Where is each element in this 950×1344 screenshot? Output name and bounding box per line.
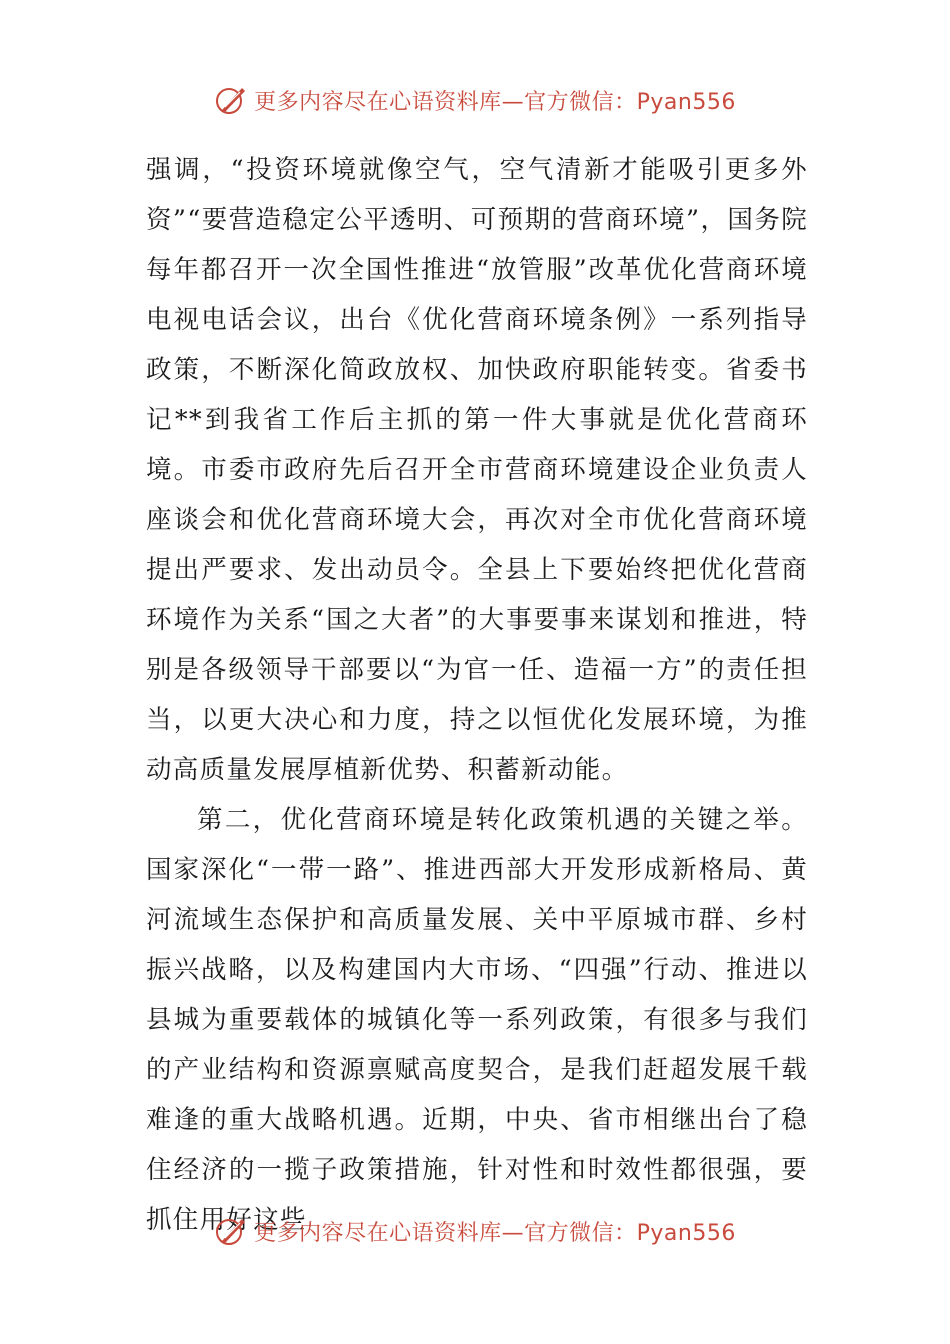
paragraph-second-point: 第二，优化营商环境是转化政策机遇的关键之举。国家深化“一带一路”、推进西部大开发形成新格局、黄河流域生态保护和高质量发展、关中平原城市群、乡村振兴战略，以及构建国内大市场、“四强”行动、推进以县城为重要载体的城镇化等一系列政策，有很多与我们的产业结构和资源禀赋高度契合，是我们赶超发展千载难逢的重大战略机遇。近期，中央、省市相继出台了稳住经济的一揽子政策措施，针对性和时效性都很强，要抓住用好这些 bbox=[146, 805, 808, 1235]
header-watermark-text: 更多内容尽在心语资料库—官方微信：Pyan556 bbox=[254, 89, 736, 115]
document-body bbox=[146, 145, 808, 1245]
footer-watermark-text: 更多内容尽在心语资料库—官方微信：Pyan556 bbox=[254, 1220, 736, 1246]
footer-watermark-banner bbox=[0, 1211, 950, 1251]
paragraph-continued: 强调，“投资环境就像空气，空气清新才能吸引更多外资”“要营造稳定公平透明、可预期的营商环境”，国务院每年都召开一次全国性推进“放管服”改革优化营商环境电视电话会议，出台《优化营商环境条例》一系列指导政策，不断深化简政放权、加快政府职能转变。省委书记**到我省工作后主抓的第一件大事就是优化营商环境。市委市政府先后召开全市营商环境建设企业负责人座谈会和优化营商环境大会，再次对全市优化营商环境提出严要求、发出动员令。全县上下要始终把优化营商环境作为关系“国之大者”的大事要事来谋划和推进，特别是各级领导干部要以“为官一任、造福一方”的责任担当，以更大决心和力度，持之以恒优化发展环境，为推动高质量发展厚植新优势、积蓄新动能。 bbox=[146, 155, 808, 785]
quill-pen-logo-icon bbox=[214, 83, 248, 117]
quill-pen-logo-icon bbox=[214, 1214, 248, 1248]
header-watermark-banner bbox=[0, 80, 950, 120]
